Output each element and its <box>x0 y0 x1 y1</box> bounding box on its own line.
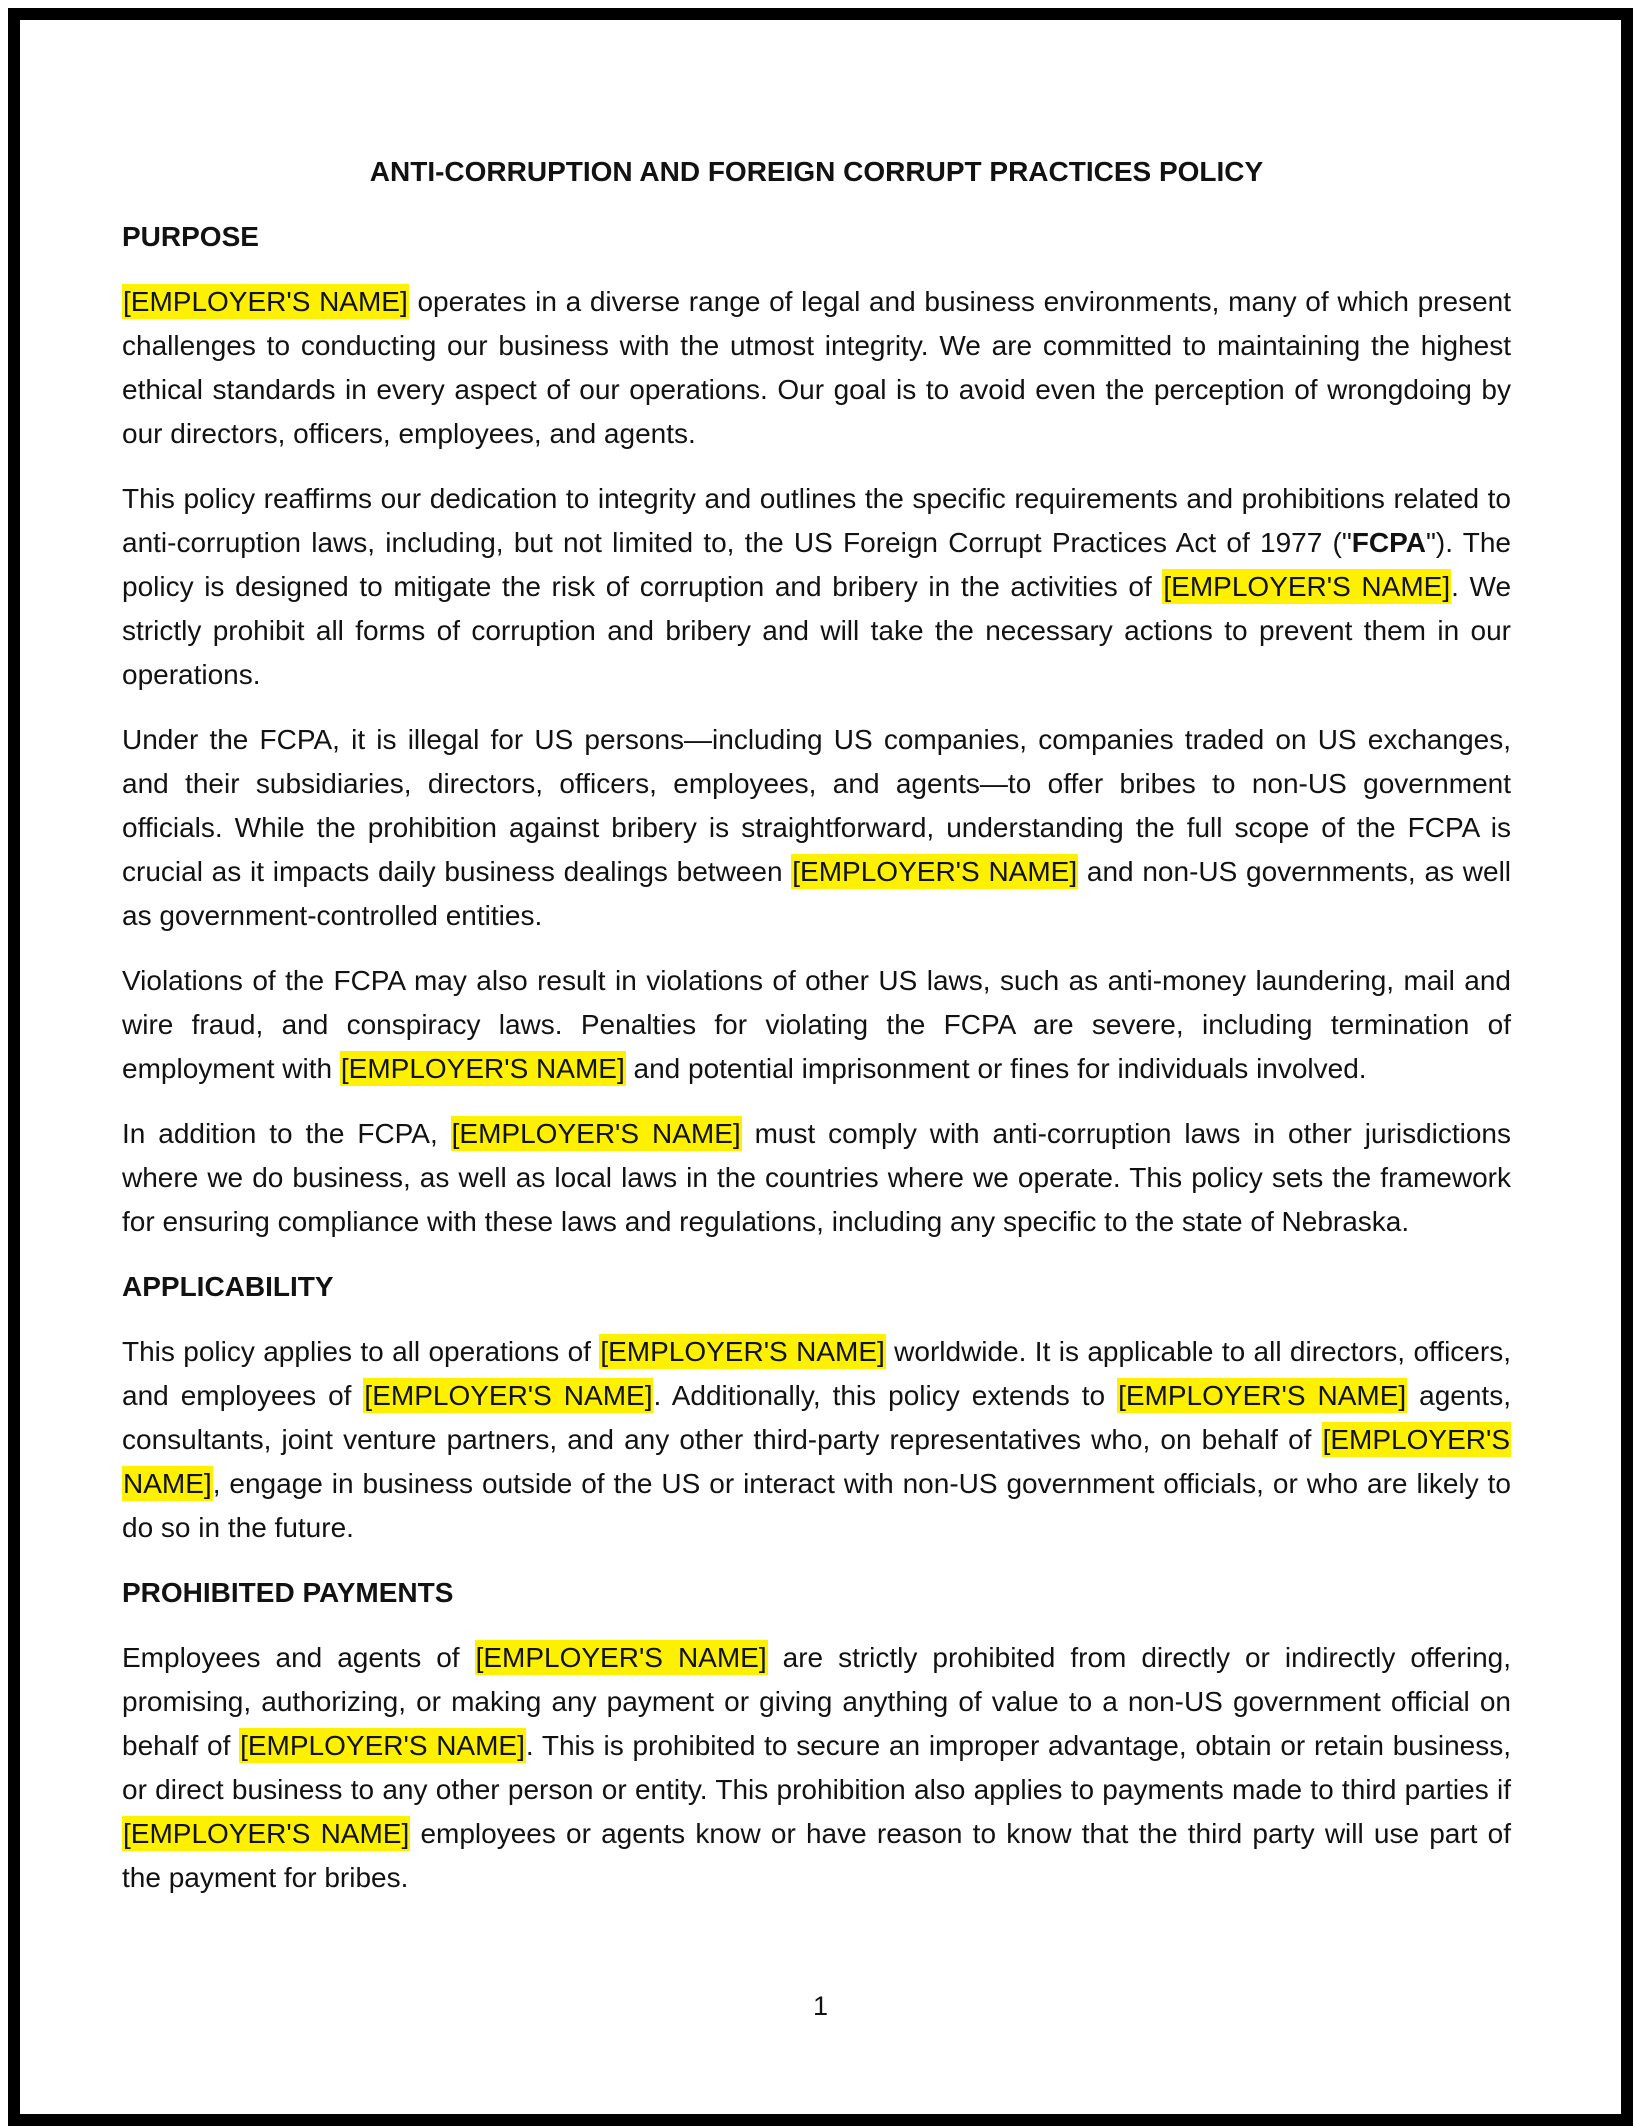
employer-name-placeholder: [EMPLOYER'S NAME] <box>123 1424 1510 1499</box>
employer-name-placeholder: [EMPLOYER'S NAME] <box>475 1642 767 1673</box>
paragraph <box>122 1112 1511 1244</box>
document-title: ANTI-CORRUPTION AND FOREIGN CORRUPT PRACTICES POLICY <box>369 156 1264 187</box>
section-heading-prohibited-payments: PROHIBITED PAYMENTS <box>122 1577 454 1608</box>
employer-name-placeholder: [EMPLOYER'S NAME] <box>123 286 408 317</box>
text-run: Under the FCPA, it is illegal for US persons—including US companies, companies traded on US exchanges, and their subsidiaries, directors, officers, employees, and agents—to offer bribes to non-US government officials. While the prohibition against bribery is straightforward, understanding the full scope of the FCPA is crucial as it impacts daily business dealings between <box>122 724 1511 887</box>
page-border-frame <box>8 8 1633 2126</box>
employer-name-placeholder: [EMPLOYER'S NAME] <box>240 1730 525 1761</box>
paragraph <box>122 1636 1511 1900</box>
text-run: . Additionally, this policy extends to <box>653 1380 1118 1411</box>
employer-name-placeholder: [EMPLOYER'S NAME] <box>1163 571 1451 602</box>
employer-name-placeholder: [EMPLOYER'S NAME] <box>1118 1380 1407 1411</box>
employer-name-placeholder: [EMPLOYER'S NAME] <box>123 1818 410 1849</box>
employer-name-placeholder: [EMPLOYER'S NAME] <box>364 1380 653 1411</box>
page-number: 1 <box>812 1991 829 2021</box>
paragraph <box>122 1330 1511 1550</box>
paragraph <box>122 280 1511 456</box>
employer-name-placeholder: [EMPLOYER'S NAME] <box>340 1053 625 1084</box>
paragraph <box>122 959 1511 1091</box>
text-run: worldwide. It is applicable to all directors, officers, and employees of <box>122 1336 1511 1411</box>
document-content <box>122 150 1511 1921</box>
section-heading-purpose: PURPOSE <box>122 221 259 252</box>
text-run: must comply with anti-corruption laws in other jurisdictions where we do business, as well as local laws in the countries where we operate. This policy sets the framework for ensuring compliance with these laws and regulations, including any specific to the state of Nebraska. <box>122 1118 1512 1237</box>
text-run: "). The policy is designed to mitigate the risk of corruption and bribery in the activities of <box>122 527 1511 602</box>
text-run: . This is prohibited to secure an improper advantage, obtain or retain business, or direct business to any other person or entity. This prohibition also applies to payments made to third parties if <box>122 1730 1511 1805</box>
employer-name-placeholder: [EMPLOYER'S NAME] <box>792 856 1078 887</box>
text-run: employees or agents know or have reason to know that the third party will use part of the payment for bribes. <box>122 1818 1511 1893</box>
document-body <box>122 215 1511 1900</box>
text-run: Violations of the FCPA may also result in violations of other US laws, such as anti-money laundering, mail and wire fraud, and conspiracy laws. Penalties for violating the FCPA are severe, including termination of employment with <box>122 965 1511 1084</box>
employer-name-placeholder: [EMPLOYER'S NAME] <box>451 1118 741 1149</box>
text-run: Employees and agents of <box>122 1642 475 1673</box>
text-run: This policy applies to all operations of <box>122 1336 600 1367</box>
text-run: are strictly prohibited from directly or indirectly offering, promising, authorizing, or making any payment or giving anything of value to a non-US government official on behalf of <box>122 1642 1511 1761</box>
text-run: operates in a diverse range of legal and business environments, many of which present challenges to conducting our business with the utmost integrity. We are committed to maintaining the highest ethical standards in every aspect of our operations. Our goal is to avoid even the perception of wrongdoing by our directors, officers, employees, and agents. <box>122 286 1511 449</box>
text-run: and potential imprisonment or fines for individuals involved. <box>625 1053 1367 1084</box>
bold-text-run: FCPA <box>1351 527 1426 558</box>
text-run: , engage in business outside of the US or interact with non-US government officials, or who are likely to do so in the future. <box>122 1468 1511 1543</box>
text-run: In addition to the FCPA, <box>122 1118 451 1149</box>
text-run: agents, consultants, joint venture partners, and any other third-party representatives who, on behalf of <box>122 1380 1511 1455</box>
text-run: This policy reaffirms our dedication to integrity and outlines the specific requirements and prohibitions related to anti-corruption laws, including, but not limited to, the US Foreign Corrupt Practices Act of 1977 (" <box>122 483 1511 558</box>
text-run: and non-US governments, as well as government-controlled entities. <box>122 856 1512 931</box>
section-heading-applicability: APPLICABILITY <box>122 1271 334 1302</box>
text-run: . We strictly prohibit all forms of corruption and bribery and will take the necessary actions to prevent them in our operations. <box>122 571 1512 690</box>
employer-name-placeholder: [EMPLOYER'S NAME] <box>600 1336 885 1367</box>
paragraph <box>122 718 1511 938</box>
paragraph <box>122 477 1511 697</box>
